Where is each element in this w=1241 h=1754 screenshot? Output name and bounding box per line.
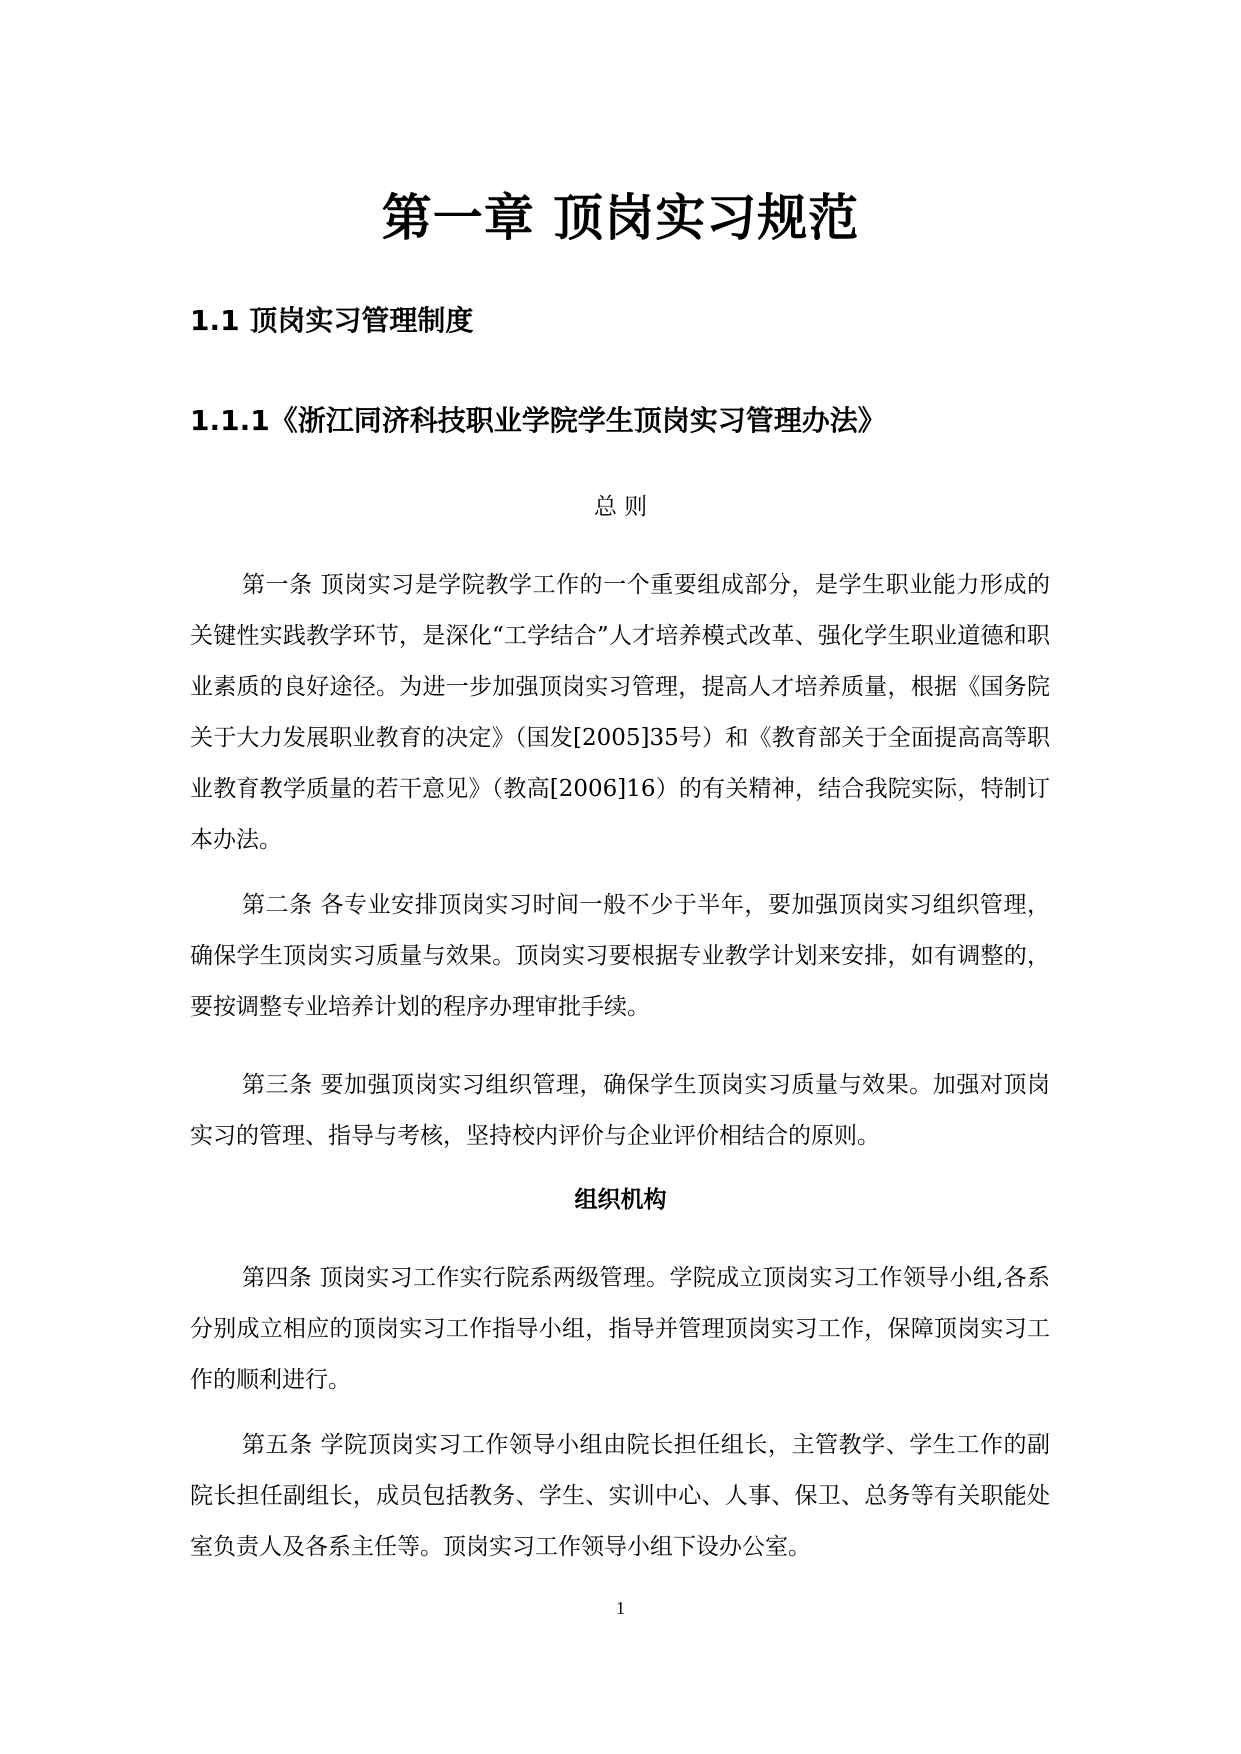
- article-2: 第二条 各专业安排顶岗实习时间一般不少于半年，要加强顶岗实习组织管理，确保学生顶岗实习质量与效果。顶岗实习要根据专业教学计划来安排，如有调整的，要按调整专业培养计划的程序办理审批手续。: [190, 892, 1050, 1020]
- section-heading: 1.1 顶岗实习管理制度: [190, 304, 474, 337]
- article-4: 第四条 顶岗实习工作实行院系两级管理。学院成立顶岗实习工作领导小组,各系分别成立相应的顶岗实习工作指导小组，指导并管理顶岗实习工作，保障顶岗实习工作的顺利进行。: [190, 1265, 1050, 1393]
- article-1: 第一条 顶岗实习是学院教学工作的一个重要组成部分，是学生职业能力形成的关键性实践教学环节，是深化“工学结合”人才培养模式改革、强化学生职业道德和职业素质的良好途径。为进一步加强顶岗实习管理，提高人才培养质量，根据《国务院关于大力发展职业教育的决定》（国发[2005]35号）和《教育部关于全面提高高等职业教育教学质量的若干意见》（教高[2006]16）的有关精神，结合我院实际，特制订本办法。: [190, 572, 1050, 853]
- chapter-title: 第一章 顶岗实习规范: [381, 189, 860, 247]
- part-title-organization: 组织机构: [574, 1187, 667, 1213]
- subsection-heading: 1.1.1《浙江同济科技职业学院学生顶岗实习管理办法》: [190, 404, 886, 437]
- part-title-general: 总 则: [593, 494, 648, 520]
- article-3: 第三条 要加强顶岗实习组织管理，确保学生顶岗实习质量与效果。加强对顶岗实习的管理、指导与考核，坚持校内评价与企业评价相结合的原则。: [190, 1072, 1050, 1149]
- article-5: 第五条 学院顶岗实习工作领导小组由院长担任组长，主管教学、学生工作的副院长担任副组长，成员包括教务、学生、实训中心、人事、保卫、总务等有关职能处室负责人及各系主任等。顶岗实习工作领导小组下设办公室。: [190, 1432, 1050, 1560]
- page-number: 1: [616, 1598, 625, 1618]
